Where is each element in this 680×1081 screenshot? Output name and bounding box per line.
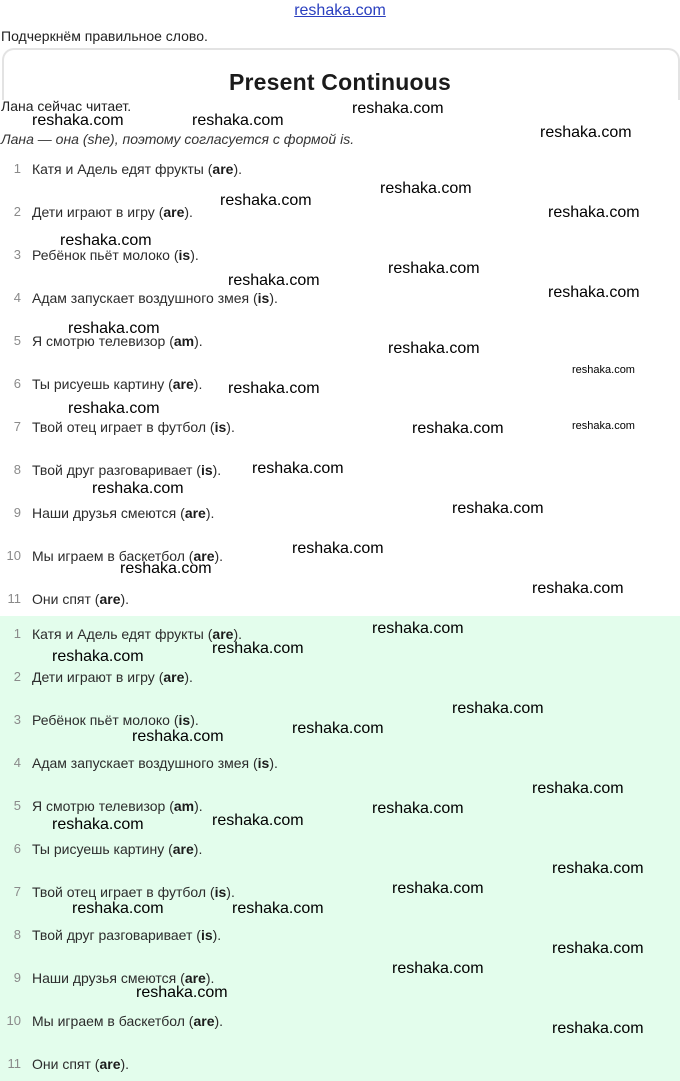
sentence-text: Ты рисуешь картину ( bbox=[32, 376, 173, 392]
sentence-end: ). bbox=[190, 247, 199, 263]
sentence-text: Твой друг разговаривает ( bbox=[32, 927, 201, 943]
watermark-text: reshaka.com bbox=[192, 112, 284, 129]
exercise-item bbox=[0, 1056, 680, 1076]
watermark-text: reshaka.com bbox=[228, 380, 320, 397]
item-number: 3 bbox=[13, 712, 21, 727]
sentence-text: Они спят ( bbox=[32, 1056, 100, 1072]
item-sentence bbox=[32, 376, 202, 392]
item-sentence bbox=[32, 290, 278, 306]
watermark-text: reshaka.com bbox=[532, 780, 624, 797]
verb-answer: is bbox=[257, 290, 270, 306]
answers-section bbox=[0, 616, 680, 1081]
verb-answer: is bbox=[200, 927, 213, 943]
sentence-end: ). bbox=[233, 626, 242, 642]
example-question: Лана сейчас читает. bbox=[1, 98, 132, 114]
sentence-end: ). bbox=[193, 841, 203, 857]
verb-answer: are bbox=[184, 970, 206, 986]
item-number: 11 bbox=[7, 1056, 21, 1071]
item-sentence bbox=[32, 712, 199, 728]
sentence-end: ). bbox=[194, 798, 203, 814]
sentence-text: Адам запускает воздушного змея ( bbox=[32, 755, 258, 771]
sentence-end: ). bbox=[205, 505, 215, 521]
sentence-text: Катя и Адель едят фрукты ( bbox=[32, 161, 213, 177]
watermark-text: reshaka.com bbox=[92, 480, 184, 497]
watermark-text: reshaka.com bbox=[252, 460, 344, 477]
watermark-text: reshaka.com bbox=[68, 320, 160, 337]
sentence-text: Мы играем в баскетбол ( bbox=[32, 548, 194, 564]
sentence-text: Катя и Адель едят фрукты ( bbox=[32, 626, 213, 642]
item-number: 11 bbox=[7, 591, 21, 606]
sentence-end: ). bbox=[184, 204, 193, 220]
sentence-text: Дети играют в игру ( bbox=[32, 204, 164, 220]
example-note: Лана — она (she), поэтому согласуется с формой is. bbox=[1, 131, 355, 147]
item-number: 9 bbox=[13, 970, 21, 985]
item-sentence bbox=[32, 884, 235, 900]
item-number: 10 bbox=[6, 1013, 21, 1028]
verb-answer: am bbox=[173, 333, 195, 349]
item-sentence bbox=[32, 1013, 223, 1029]
watermark-text: reshaka.com bbox=[292, 720, 384, 737]
item-sentence bbox=[32, 161, 242, 177]
watermark-text: reshaka.com bbox=[372, 620, 464, 637]
item-sentence bbox=[32, 204, 193, 220]
watermark-text: reshaka.com bbox=[392, 960, 484, 977]
sentence-text: Адам запускает воздушного змея ( bbox=[32, 290, 258, 306]
item-number: 4 bbox=[13, 755, 21, 770]
watermark-text: reshaka.com bbox=[380, 180, 472, 197]
item-sentence bbox=[32, 591, 129, 607]
sentence-end: ). bbox=[120, 1056, 130, 1072]
verb-answer: are bbox=[193, 548, 215, 564]
sentence-end: ). bbox=[214, 1013, 224, 1029]
watermark-text: reshaka.com bbox=[548, 204, 640, 221]
sentence-end: ). bbox=[269, 755, 278, 771]
watermark-text: reshaka.com bbox=[452, 500, 544, 517]
watermark-text: reshaka.com bbox=[292, 540, 384, 557]
sentence-end: ). bbox=[184, 669, 193, 685]
sentence-end: ). bbox=[212, 462, 222, 478]
verb-answer: is bbox=[214, 884, 227, 900]
verb-answer: are bbox=[212, 161, 234, 177]
sentence-text: Я смотрю телевизор ( bbox=[32, 333, 174, 349]
sentence-text: Ты рисуешь картину ( bbox=[32, 841, 173, 857]
item-number: 2 bbox=[13, 204, 21, 219]
sentence-text: Твой друг разговаривает ( bbox=[32, 462, 201, 478]
watermark-text: reshaka.com bbox=[540, 124, 632, 141]
watermark-text: reshaka.com bbox=[452, 700, 544, 717]
watermark-text: reshaka.com bbox=[372, 800, 464, 817]
verb-answer: are bbox=[172, 376, 194, 392]
item-number: 7 bbox=[13, 419, 21, 434]
sentence-text: Ребёнок пьёт молоко ( bbox=[32, 247, 179, 263]
item-number: 5 bbox=[13, 333, 21, 348]
item-number: 9 bbox=[13, 505, 21, 520]
watermark-text: reshaka.com bbox=[120, 560, 212, 577]
instruction-text: Подчеркнём правильное слово. bbox=[1, 28, 208, 44]
sentence-text: Ребёнок пьёт молоко ( bbox=[32, 712, 179, 728]
sentence-text: Твой отец играет в футбол ( bbox=[32, 419, 215, 435]
verb-answer: is bbox=[214, 419, 227, 435]
sentence-text: Я смотрю телевизор ( bbox=[32, 798, 174, 814]
item-number: 1 bbox=[13, 161, 21, 176]
watermark-text: reshaka.com bbox=[412, 420, 504, 437]
item-sentence bbox=[32, 419, 235, 435]
sentence-end: ). bbox=[190, 712, 199, 728]
item-sentence bbox=[32, 505, 214, 521]
sentence-end: ). bbox=[269, 290, 278, 306]
watermark-text: reshaka.com bbox=[212, 812, 304, 829]
exercise-item bbox=[0, 626, 680, 646]
exercise-item bbox=[0, 755, 680, 775]
verb-answer: are bbox=[212, 626, 234, 642]
verb-answer: are bbox=[163, 204, 185, 220]
sentence-end: ). bbox=[226, 884, 235, 900]
watermark-text: reshaka.com bbox=[552, 940, 644, 957]
verb-answer: is bbox=[178, 712, 191, 728]
sentence-end: ). bbox=[194, 333, 203, 349]
verb-answer: are bbox=[99, 591, 121, 607]
exercise-item bbox=[0, 798, 680, 818]
watermark-text: reshaka.com bbox=[548, 284, 640, 301]
sentence-end: ). bbox=[193, 376, 203, 392]
exercise-item bbox=[0, 161, 680, 181]
sentence-end: ). bbox=[226, 419, 235, 435]
watermark-text: reshaka.com bbox=[60, 232, 152, 249]
watermark-text: reshaka.com bbox=[132, 728, 224, 745]
watermark-text: reshaka.com bbox=[388, 260, 480, 277]
item-sentence bbox=[32, 1056, 129, 1072]
exercise-item bbox=[0, 247, 680, 267]
watermark-text: reshaka.com bbox=[72, 900, 164, 917]
watermark-text: reshaka.com bbox=[388, 340, 480, 357]
exercise-item bbox=[0, 970, 680, 990]
watermark-text: reshaka.com bbox=[136, 984, 228, 1001]
item-number: 10 bbox=[6, 548, 21, 563]
watermark-text: reshaka.com bbox=[212, 640, 304, 657]
verb-answer: are bbox=[99, 1056, 121, 1072]
verb-answer: am bbox=[173, 798, 195, 814]
item-number: 8 bbox=[13, 462, 21, 477]
watermark-text: reshaka.com bbox=[392, 880, 484, 897]
exercise-item bbox=[0, 376, 680, 396]
sentence-end: ). bbox=[214, 548, 224, 564]
item-number: 6 bbox=[13, 376, 21, 391]
item-sentence bbox=[32, 841, 202, 857]
item-number: 7 bbox=[13, 884, 21, 899]
verb-answer: are bbox=[163, 669, 185, 685]
watermark-text: reshaka.com bbox=[68, 400, 160, 417]
sentence-text: Твой отец играет в футбол ( bbox=[32, 884, 215, 900]
item-number: 1 bbox=[13, 626, 21, 641]
watermark-text: reshaka.com bbox=[532, 580, 624, 597]
verb-answer: is bbox=[178, 247, 191, 263]
sentence-text: Наши друзья смеются ( bbox=[32, 970, 185, 986]
verb-answer: is bbox=[257, 755, 270, 771]
item-sentence bbox=[32, 626, 242, 642]
exercise-item bbox=[0, 505, 680, 525]
sentence-text: Мы играем в баскетбол ( bbox=[32, 1013, 194, 1029]
watermark-text: reshaka.com bbox=[572, 420, 635, 432]
watermark-text: reshaka.com bbox=[572, 364, 635, 376]
item-number: 6 bbox=[13, 841, 21, 856]
watermark-text: reshaka.com bbox=[552, 1020, 644, 1037]
watermark-text: reshaka.com bbox=[552, 860, 644, 877]
item-sentence bbox=[32, 798, 203, 814]
page-title: Present Continuous bbox=[228, 69, 452, 95]
sentence-text: Наши друзья смеются ( bbox=[32, 505, 185, 521]
watermark-text: reshaka.com bbox=[52, 816, 144, 833]
verb-answer: are bbox=[193, 1013, 215, 1029]
watermark-text: reshaka.com bbox=[228, 272, 320, 289]
sentence-text: Дети играют в игру ( bbox=[32, 669, 164, 685]
sentence-text: Они спят ( bbox=[32, 591, 100, 607]
verb-answer: is bbox=[200, 462, 213, 478]
item-sentence bbox=[32, 462, 221, 478]
item-sentence bbox=[32, 927, 221, 943]
item-number: 5 bbox=[13, 798, 21, 813]
item-number: 4 bbox=[13, 290, 21, 305]
item-number: 3 bbox=[13, 247, 21, 262]
watermark-text: reshaka.com bbox=[232, 900, 324, 917]
sentence-end: ). bbox=[233, 161, 242, 177]
verb-answer: are bbox=[172, 841, 194, 857]
verb-answer: are bbox=[184, 505, 206, 521]
sentence-end: ). bbox=[205, 970, 215, 986]
item-number: 2 bbox=[13, 669, 21, 684]
sentence-end: ). bbox=[212, 927, 222, 943]
watermark-text: reshaka.com bbox=[220, 192, 312, 209]
exercise-item bbox=[0, 841, 680, 861]
watermark-text: reshaka.com bbox=[352, 100, 444, 117]
sentence-end: ). bbox=[120, 591, 130, 607]
exercise-item bbox=[0, 669, 680, 689]
item-sentence bbox=[32, 755, 278, 771]
item-number: 8 bbox=[13, 927, 21, 942]
item-sentence bbox=[32, 669, 193, 685]
site-header-link[interactable]: reshaka.com bbox=[294, 2, 386, 19]
watermark-text: reshaka.com bbox=[52, 648, 144, 665]
watermark-text: reshaka.com bbox=[32, 112, 124, 129]
